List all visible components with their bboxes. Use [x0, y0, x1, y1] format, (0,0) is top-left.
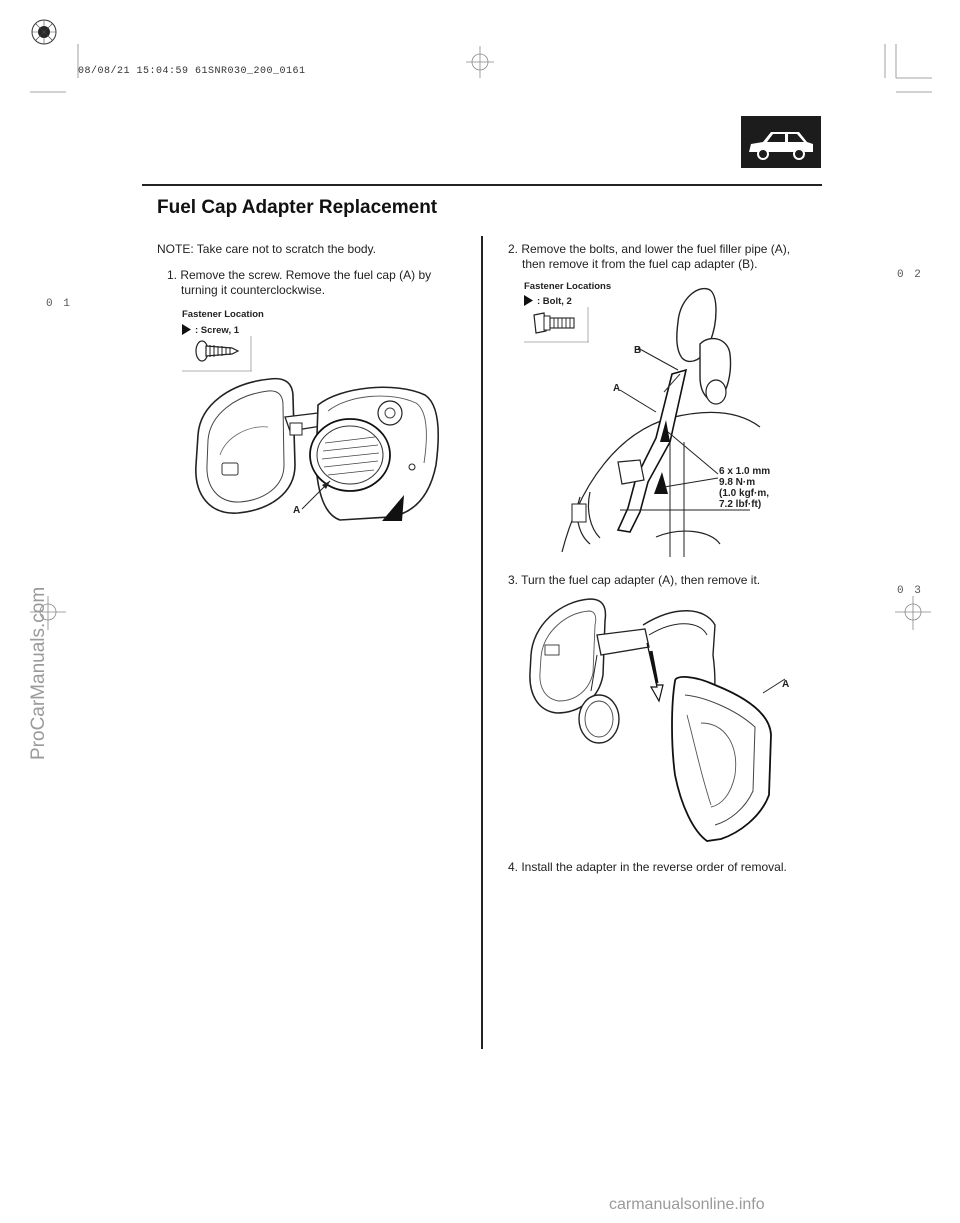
fastener-screw-label: : Screw, 1	[195, 325, 240, 336]
step2-line1: 2. Remove the bolts, and lower the fuel filler pipe (A),	[508, 242, 791, 256]
fastener-location-title: Fastener Location	[182, 309, 264, 320]
callout-b-fig2: B	[634, 345, 642, 356]
side-watermark: ProCarManuals.com	[28, 586, 49, 760]
header-rule	[142, 184, 822, 186]
adapter-removal-illustration	[525, 595, 785, 850]
registration-target-icon	[32, 20, 56, 44]
callout-a-fig3: A	[782, 679, 790, 690]
triangle-pointer-icon	[182, 324, 192, 335]
car-icon-box	[741, 116, 821, 168]
car-icon	[741, 116, 821, 168]
fuel-cap-illustration	[190, 375, 450, 535]
torque-lbf: 7.2 lbf·ft)	[719, 499, 762, 510]
print-stamp: 08/08/21 15:04:59 61SNR030_200_0161	[78, 66, 306, 77]
filler-pipe-illustration	[560, 282, 790, 557]
torque-size: 6 x 1.0 mm	[719, 466, 771, 477]
margin-mark-right-top: 0 2	[897, 269, 923, 281]
column-divider	[481, 236, 483, 1049]
callout-a-fig1: A	[293, 505, 301, 516]
step1-line2: turning it counterclockwise.	[181, 283, 326, 297]
note-text: NOTE: Take care not to scratch the body.	[157, 242, 376, 256]
margin-mark-left: 0 1	[46, 298, 72, 310]
fastener-bolt-label: : Bolt, 2	[537, 296, 572, 307]
fastener-locations-title: Fastener Locations	[524, 281, 612, 292]
step3-text: 3. Turn the fuel cap adapter (A), then remove it.	[508, 573, 761, 587]
torque-kgf: (1.0 kgf·m,	[719, 488, 770, 499]
page-title: Fuel Cap Adapter Replacement	[157, 197, 438, 218]
step2-line2: then remove it from the fuel cap adapter (B).	[522, 257, 758, 271]
callout-a-fig2: A	[613, 383, 621, 394]
screw-icon	[182, 336, 252, 372]
torque-nm: 9.8 N·m	[719, 477, 756, 488]
step4-text: 4. Install the adapter in the reverse order of removal.	[508, 860, 787, 874]
bottom-watermark: carmanualsonline.info	[609, 1196, 765, 1213]
torque-spec	[719, 466, 770, 510]
triangle-pointer-icon	[524, 295, 534, 306]
margin-mark-right-bottom: 0 3	[897, 585, 923, 597]
step1-line1: 1. Remove the screw. Remove the fuel cap (A) by	[167, 268, 432, 282]
